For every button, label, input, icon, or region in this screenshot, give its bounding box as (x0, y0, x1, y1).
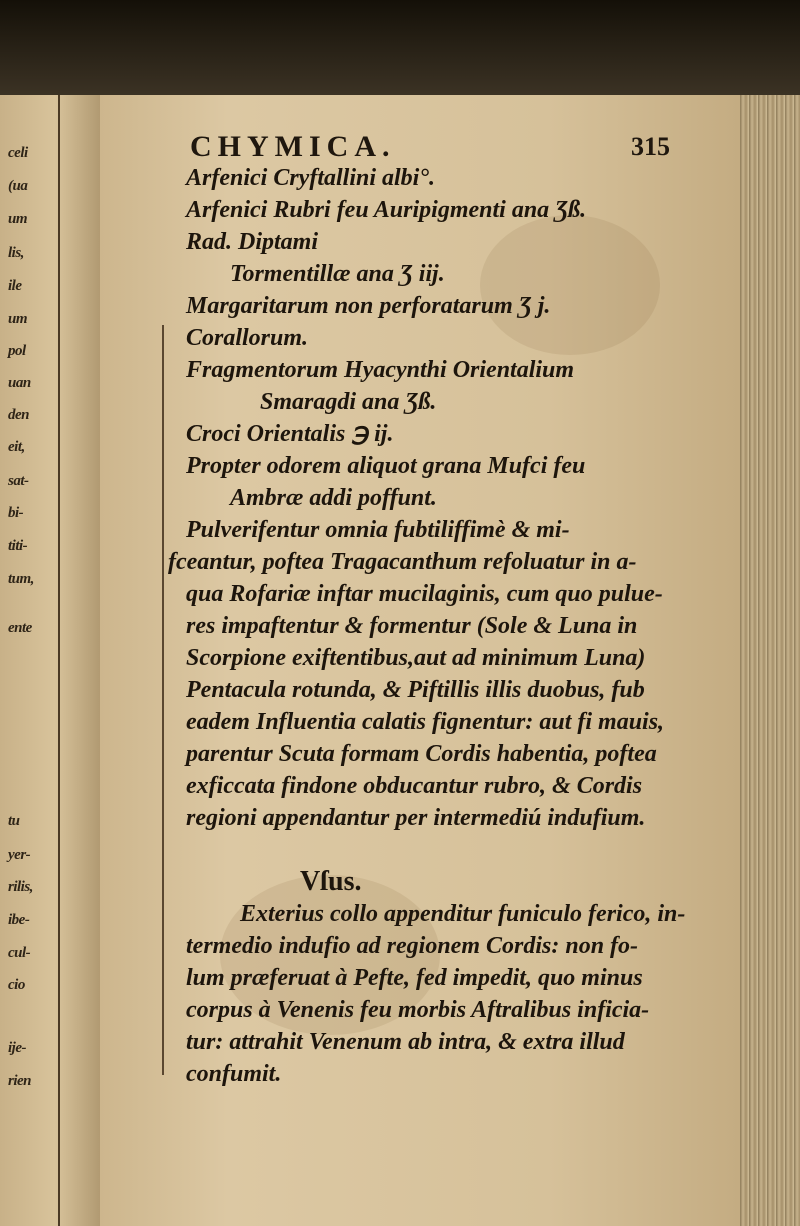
text-line: Margaritarum non perforatarum Ʒ j. (186, 293, 551, 319)
book-page (100, 95, 740, 1226)
top-shadow (0, 0, 800, 95)
page-number: 315 (631, 132, 670, 161)
margin-fragment: den (8, 407, 29, 423)
margin-fragment: bi- (8, 505, 24, 521)
text-line: Rad. Diptami (186, 229, 319, 255)
text-line: Pulverifentur omnia fubtiliffimè & mi- (186, 517, 570, 543)
body-text (100, 95, 740, 1226)
text-line: parentur Scuta formam Cordis habentia, poftea (186, 741, 657, 767)
margin-fragment: ile (8, 278, 22, 294)
margin-fragment: rien (8, 1073, 32, 1089)
margin-fragment: celi (8, 145, 28, 161)
text-line: confumit. (186, 1061, 282, 1087)
text-line: Smaragdi ana Ʒß. (260, 389, 437, 415)
text-line: corpus à Venenis feu morbis Aftralibus inficia- (186, 997, 650, 1023)
margin-fragment: ibe- (8, 912, 30, 928)
text-line: Corallorum. (186, 325, 309, 351)
text-line: Arfenici Rubri feu Auripigmenti ana Ʒß. (186, 197, 587, 223)
text-line: Ambræ addi poffunt. (230, 485, 437, 511)
margin-fragment: uan (8, 375, 31, 391)
text-line: Fragmentorum Hyacynthi Orientalium (186, 357, 575, 383)
running-title: CHYMICA. (190, 130, 396, 163)
margin-fragment: um (8, 311, 28, 327)
text-line: Exterius collo appenditur funiculo ferico, in- (240, 901, 686, 927)
book-page-edges (740, 95, 800, 1226)
text-line: tur: attrahit Venenum ab intra, & extra illud (186, 1029, 625, 1055)
facing-page-edge (0, 95, 102, 1226)
facing-page-rule (58, 95, 60, 1226)
margin-fragment: ije- (8, 1040, 26, 1056)
margin-fragment: (ua (8, 178, 28, 194)
text-line: lum præferuat à Pefte, fed impedit, quo minus (186, 965, 643, 991)
text-line: exficcata findone obducantur rubro, & Cordis (186, 773, 643, 799)
text-line: regioni appendantur per intermediú indufium. (186, 805, 646, 831)
margin-fragment: um (8, 211, 28, 227)
margin-fragment: tum, (8, 571, 34, 587)
margin-fragment: pol (8, 343, 26, 359)
text-line: Scorpione exiftentibus,aut ad minimum Luna) (186, 645, 646, 671)
margin-fragment: ente (8, 620, 32, 636)
margin-fragment: yer- (8, 847, 31, 863)
margin-fragment: rilis, (8, 879, 33, 895)
text-line: Propter odorem aliquot grana Mufci feu (186, 453, 586, 479)
text-line: res impaftentur & formentur (Sole & Luna in (186, 613, 638, 639)
margin-fragment: sat- (8, 473, 29, 489)
margin-fragment: eit, (8, 439, 25, 455)
text-line: termedio indufio ad regionem Cordis: non fo- (186, 933, 639, 959)
text-line: Arfenici Cryftallini albi°. (186, 165, 435, 191)
margin-fragment: titi- (8, 538, 28, 554)
margin-fragment: cio (8, 977, 25, 993)
margin-fragment: tu (8, 813, 20, 829)
text-line: fceantur, poftea Tragacanthum refoluatur in a- (168, 549, 637, 575)
text-line: Pentacula rotunda, & Piftillis illis duobus, fub (186, 677, 645, 703)
margin-fragment: lis, (8, 245, 24, 261)
margin-fragment: cul- (8, 945, 31, 961)
text-line: qua Rofariæ inftar mucilaginis, cum quo pulue- (186, 581, 663, 607)
text-line: Tormentillæ ana Ʒ iĳ. (230, 261, 445, 287)
text-line: Croci Orientalis ℈ ij. (186, 421, 394, 447)
text-line: eadem Influentia calatis fignentur: aut fi mauis, (186, 709, 665, 735)
section-heading: Vſus. (300, 866, 362, 897)
